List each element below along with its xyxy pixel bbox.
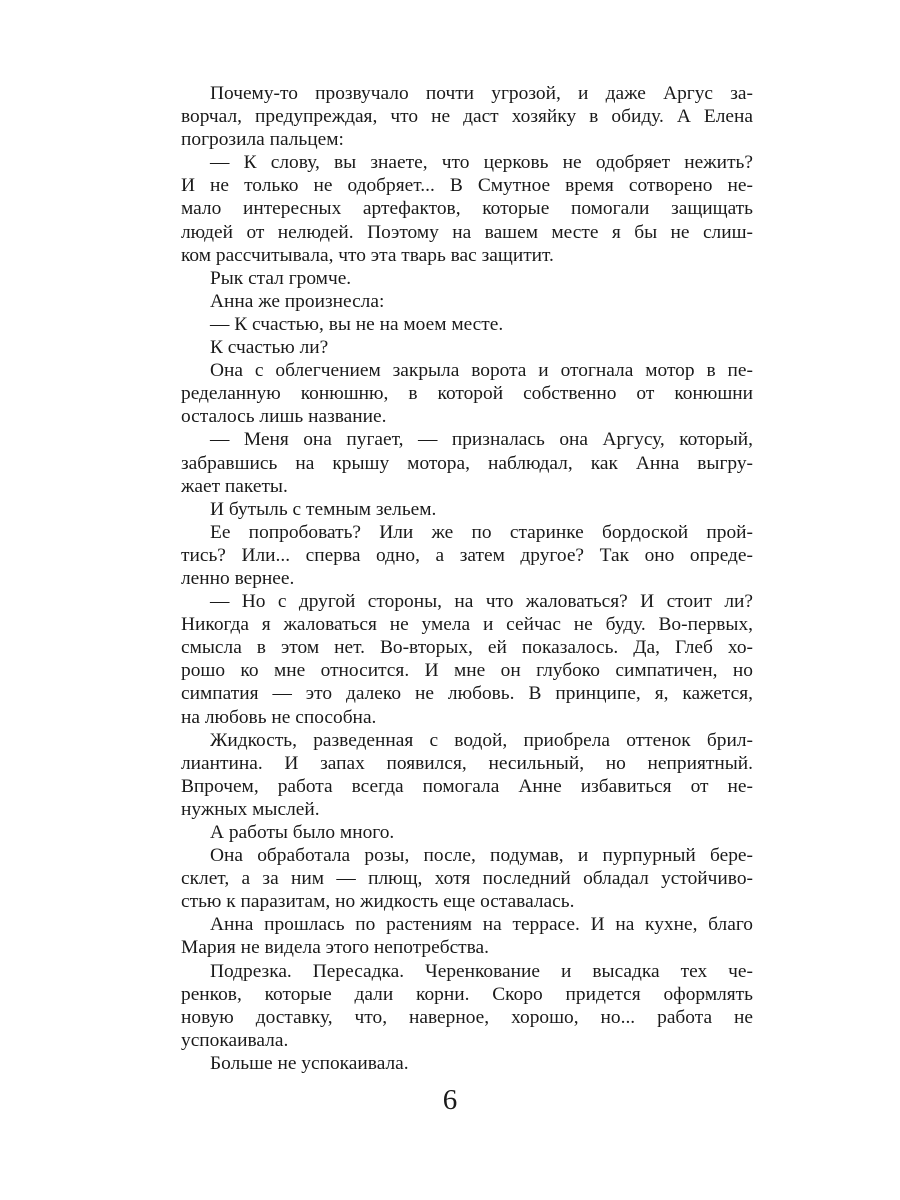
text-line: Никогда я жаловаться не умела и сейчас не буду. Во-первых, [181, 614, 753, 636]
text-line: — К счастью, вы не на моем месте. [210, 313, 504, 335]
text-line: жает пакеты. [181, 475, 288, 497]
text-line: ком рассчитывала, что эта тварь вас защитит. [181, 244, 554, 266]
text-line: Анна прошлась по растениям на террасе. И на кухне, благо [210, 914, 753, 936]
text-line: И не только не одобряет... В Смутное время сотворено не- [181, 175, 753, 197]
text-line: стью к паразитам, но жидкость еще оставалась. [181, 891, 575, 913]
text-line: Мария не видела этого непотребства. [181, 937, 490, 959]
text-line: Рык стал громче. [210, 267, 352, 289]
text-line: — Меня она пугает, — призналась она Аргусу, который, [210, 429, 753, 451]
text-line: Ее попробовать? Или же по старинке бордоской прой- [210, 521, 753, 543]
text-line: ренков, которые дали корни. Скоро придется оформлять [181, 983, 753, 1005]
text-line: рошо ко мне относится. И мне он глубоко симпатичен, но [181, 660, 753, 682]
text-line: лиантина. И запах появился, несильный, но неприятный. [181, 752, 753, 774]
text-line: людей от нелюдей. Поэтому на вашем месте я бы не слиш- [181, 221, 753, 243]
text-line: Почему-то прозвучало почти угрозой, и даже Аргус за- [210, 83, 753, 104]
text-line: Жидкость, разведенная с водой, приобрела оттенок брил- [210, 729, 753, 751]
text-line: склет, а за ним — плющ, хотя последний обладал устойчиво- [181, 868, 753, 890]
text-line: мало интересных артефактов, которые помогали защищать [181, 198, 753, 220]
text-line: погрозила пальцем: [181, 129, 344, 151]
text-line: Анна же произнесла: [210, 290, 385, 312]
text-line: Она обработала розы, после, подумав, и пурпурный бере- [210, 845, 753, 867]
text-line: Подрезка. Пересадка. Черенкование и высадка тех че- [210, 960, 753, 982]
text-line: А работы было много. [210, 822, 395, 843]
text-line: на любовь не способна. [181, 706, 377, 728]
text-line: осталось лишь название. [181, 406, 387, 428]
body-text [181, 82, 753, 1075]
text-line: И бутыль с темным зельем. [210, 498, 437, 520]
text-line: Больше не успокаивала. [210, 1052, 409, 1074]
text-line: новую доставку, что, наверное, хорошо, но... работа не [181, 1006, 753, 1028]
text-line: симпатия — это далеко не любовь. В принципе, я, кажется, [181, 683, 753, 705]
text-line: успокаивала. [181, 1029, 289, 1051]
text-line: Впрочем, работа всегда помогала Анне избавиться от не- [181, 775, 753, 797]
text-line: забравшись на крышу мотора, наблюдал, как Анна выгру- [181, 452, 753, 474]
text-line: тись? Или... сперва одно, а затем другое? Так оно опреде- [181, 544, 753, 566]
text-line: ворчал, предупреждая, что не даст хозяйку в обиду. А Елена [181, 106, 753, 128]
text-line: ределанную конюшню, в которой собственно от конюшни [181, 383, 753, 405]
text-line: Она с облегчением закрыла ворота и отогнала мотор в пе- [210, 360, 753, 382]
page-number: 6 [442, 1084, 458, 1116]
text-line: нужных мыслей. [181, 798, 320, 820]
text-line: — Но с другой стороны, на что жаловаться? И стоит ли? [210, 591, 753, 613]
text-line: ленно вернее. [181, 567, 295, 589]
text-line: — К слову, вы знаете, что церковь не одобряет нежить? [210, 152, 753, 174]
text-line: смысла в этом нет. Во-вторых, ей показалось. Да, Глеб хо- [181, 637, 753, 659]
text-line: К счастью ли? [210, 337, 329, 359]
